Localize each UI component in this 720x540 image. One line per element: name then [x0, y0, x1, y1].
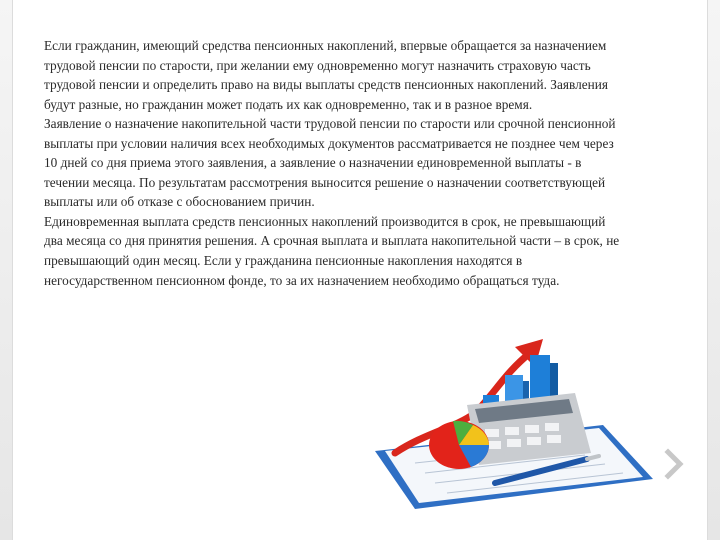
paragraph-3: Единовременная выплата средств пенсионных накоплений производится в срок, не превышающий два месяца со дня принятия решения. А срочная выплата и выплата накопительной части – в срок, не превышающий один месяц. Если у гражданина пенсионные накопления находятся в негосударственном пенсионном фонде, то за их назначением необходимо обращаться туда. [44, 213, 620, 288]
slide-body-text [44, 36, 626, 290]
paragraph-1: Если гражданин, имеющий средства пенсионных накоплений, впервые обращается за назначением трудовой пенсии по старости, при желании ему одновременно могут назначить страховую часть трудовой пенсии и определить право на виды выплаты средств пенсионных накоплений. Заявления будут разные, но гражданин может подать их как одновременно, так и в разное время. [44, 38, 608, 112]
chevron-right-icon[interactable] [662, 448, 686, 480]
finance-illustration-icon [355, 333, 667, 513]
paragraph-2: Заявление о назначение накопительной части трудовой пенсии по старости или срочной пенсионной выплаты при условии наличия всех необходимых документов рассматривается не позднее чем через 10 дней со дня приема этого заявления, а заявление о назначении единовременной выплаты - в течении месяца. По результатам рассмотрения выносится решение о назначении соответствующей выплаты или об отказе с обоснованием причин. [44, 116, 616, 210]
left-decorative-bar [0, 0, 13, 540]
pie-chart-icon [429, 421, 489, 469]
right-decorative-bar [707, 0, 720, 540]
